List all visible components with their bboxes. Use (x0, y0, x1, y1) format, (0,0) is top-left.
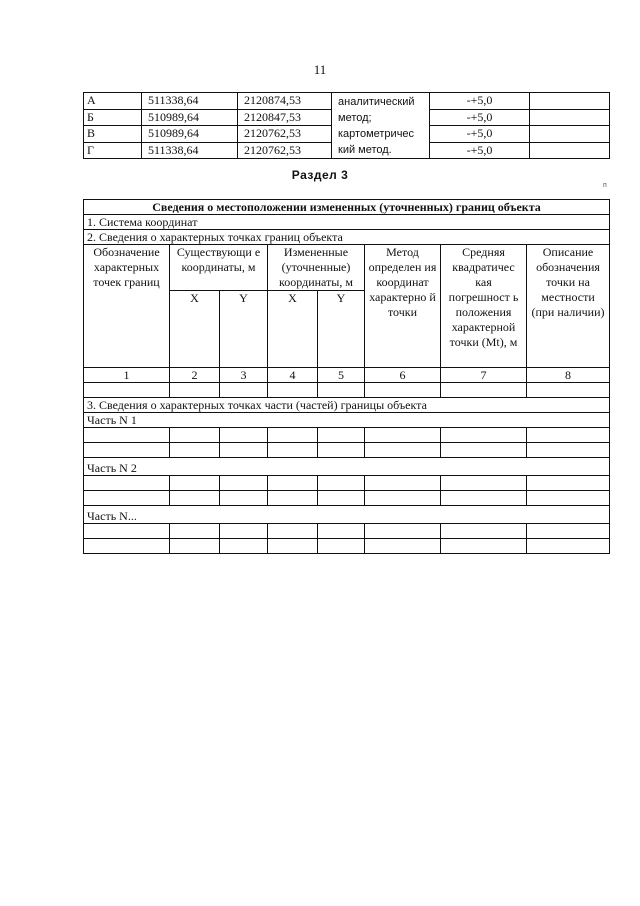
empty-cell (441, 428, 527, 443)
empty-cell (170, 428, 220, 443)
table-row (84, 383, 610, 398)
method-line: аналитический (338, 96, 415, 108)
col-changed: Измененные (уточненные) координаты, м (268, 245, 365, 291)
col-method: Метод определен ия координат характерно й точки (365, 245, 441, 368)
accuracy-value: -+5,0 (430, 126, 530, 143)
empty-cell (84, 491, 170, 506)
col-number: 2 (170, 368, 220, 383)
table-row (84, 230, 610, 245)
x-value: 511338,64 (142, 142, 238, 159)
table-row (84, 491, 610, 506)
col-number: 6 (365, 368, 441, 383)
col-error: Средняя квадратичес кая погрешност ь положения характерной точки (Mt), м (441, 245, 527, 368)
point-label: А (84, 93, 142, 110)
accuracy-value: -+5,0 (430, 142, 530, 159)
empty-cell (365, 491, 441, 506)
empty-cell (318, 383, 365, 398)
points-header: 2. Сведения о характерных точках границ объекта (84, 230, 610, 245)
col-number: 3 (220, 368, 268, 383)
col-existing: Существующи е координаты, м (170, 245, 268, 291)
y-value: 2120874,53 (238, 93, 332, 110)
empty-cell (84, 476, 170, 491)
empty-cell (365, 524, 441, 539)
table-row (84, 539, 610, 554)
table-row (84, 368, 610, 383)
empty-cell (170, 476, 220, 491)
section-title: Раздел 3 (291, 168, 349, 182)
table-row (84, 398, 610, 413)
x-header: X (170, 291, 220, 368)
page-number: 11 (313, 62, 327, 77)
empty-cell (530, 126, 610, 143)
empty-cell (268, 428, 318, 443)
x-value: 511338,64 (142, 93, 238, 110)
accuracy-value: -+5,0 (430, 109, 530, 126)
point-label: Б (84, 109, 142, 126)
empty-cell (220, 428, 268, 443)
coordinates-table (83, 92, 610, 159)
y-value: 2120762,53 (238, 126, 332, 143)
empty-cell (365, 383, 441, 398)
parts-header: 3. Сведения о характерных точках части (частей) границы объекта (84, 398, 610, 413)
method-line: картометричес (338, 128, 415, 140)
y-header: Y (220, 291, 268, 368)
y-header: Y (318, 291, 365, 368)
empty-cell (268, 443, 318, 458)
table-row (84, 506, 610, 524)
empty-cell (170, 539, 220, 554)
empty-cell (527, 524, 610, 539)
empty-cell (527, 443, 610, 458)
empty-cell (441, 524, 527, 539)
method-line: кий метод. (338, 144, 392, 156)
table-row (84, 524, 610, 539)
empty-cell (527, 539, 610, 554)
empty-cell (527, 428, 610, 443)
empty-cell (84, 383, 170, 398)
col-number: 1 (84, 368, 170, 383)
table-title: Сведения о местоположении измененных (уточненных) границ объекта (84, 200, 610, 215)
table-row (84, 476, 610, 491)
table-row (84, 215, 610, 230)
empty-cell (365, 443, 441, 458)
empty-cell (170, 491, 220, 506)
table-row (84, 245, 610, 291)
table-row (84, 428, 610, 443)
table-row (84, 443, 610, 458)
empty-cell (268, 476, 318, 491)
part-label: Часть N 1 (84, 413, 610, 428)
empty-cell (527, 476, 610, 491)
empty-cell (220, 539, 268, 554)
empty-cell (220, 491, 268, 506)
part-label: Часть N... (84, 506, 610, 524)
empty-cell (527, 383, 610, 398)
x-value: 510989,64 (142, 109, 238, 126)
x-header: X (268, 291, 318, 368)
empty-cell (318, 428, 365, 443)
empty-cell (84, 428, 170, 443)
empty-cell (365, 539, 441, 554)
empty-cell (318, 476, 365, 491)
point-label: Г (84, 142, 142, 159)
empty-cell (84, 524, 170, 539)
coord-system-label: 1. Система координат (84, 215, 610, 230)
empty-cell (170, 524, 220, 539)
empty-cell (527, 491, 610, 506)
empty-cell (441, 443, 527, 458)
col-number: 8 (527, 368, 610, 383)
empty-cell (318, 443, 365, 458)
empty-cell (268, 383, 318, 398)
empty-cell (220, 383, 268, 398)
empty-cell (318, 524, 365, 539)
empty-cell (318, 491, 365, 506)
y-value: 2120762,53 (238, 142, 332, 159)
table-row (84, 200, 610, 215)
col-designation: Обозначение характерных точек границ (84, 245, 170, 368)
empty-cell (441, 491, 527, 506)
empty-cell (441, 383, 527, 398)
empty-cell (170, 383, 220, 398)
empty-cell (318, 539, 365, 554)
accuracy-value: -+5,0 (430, 93, 530, 110)
method-cell (332, 93, 430, 159)
empty-cell (530, 93, 610, 110)
empty-cell (220, 524, 268, 539)
y-value: 2120847,53 (238, 109, 332, 126)
empty-cell (365, 476, 441, 491)
x-value: 510989,64 (142, 126, 238, 143)
col-number: 4 (268, 368, 318, 383)
empty-cell (530, 109, 610, 126)
empty-cell (268, 524, 318, 539)
empty-cell (170, 443, 220, 458)
corner-mark: п (603, 182, 607, 189)
part-label: Часть N 2 (84, 458, 610, 476)
empty-cell (84, 443, 170, 458)
empty-cell (220, 443, 268, 458)
empty-cell (84, 539, 170, 554)
empty-cell (441, 539, 527, 554)
empty-cell (268, 539, 318, 554)
empty-cell (530, 142, 610, 159)
col-number: 7 (441, 368, 527, 383)
empty-cell (268, 491, 318, 506)
empty-cell (441, 476, 527, 491)
table-row (84, 413, 610, 428)
point-label: В (84, 126, 142, 143)
empty-cell (365, 428, 441, 443)
empty-cell (220, 476, 268, 491)
col-description: Описание обозначения точки на местности (при наличии) (527, 245, 610, 368)
table-row (84, 458, 610, 476)
table-row (84, 93, 610, 110)
method-line: метод; (338, 112, 372, 124)
boundaries-table (83, 199, 610, 554)
col-number: 5 (318, 368, 365, 383)
